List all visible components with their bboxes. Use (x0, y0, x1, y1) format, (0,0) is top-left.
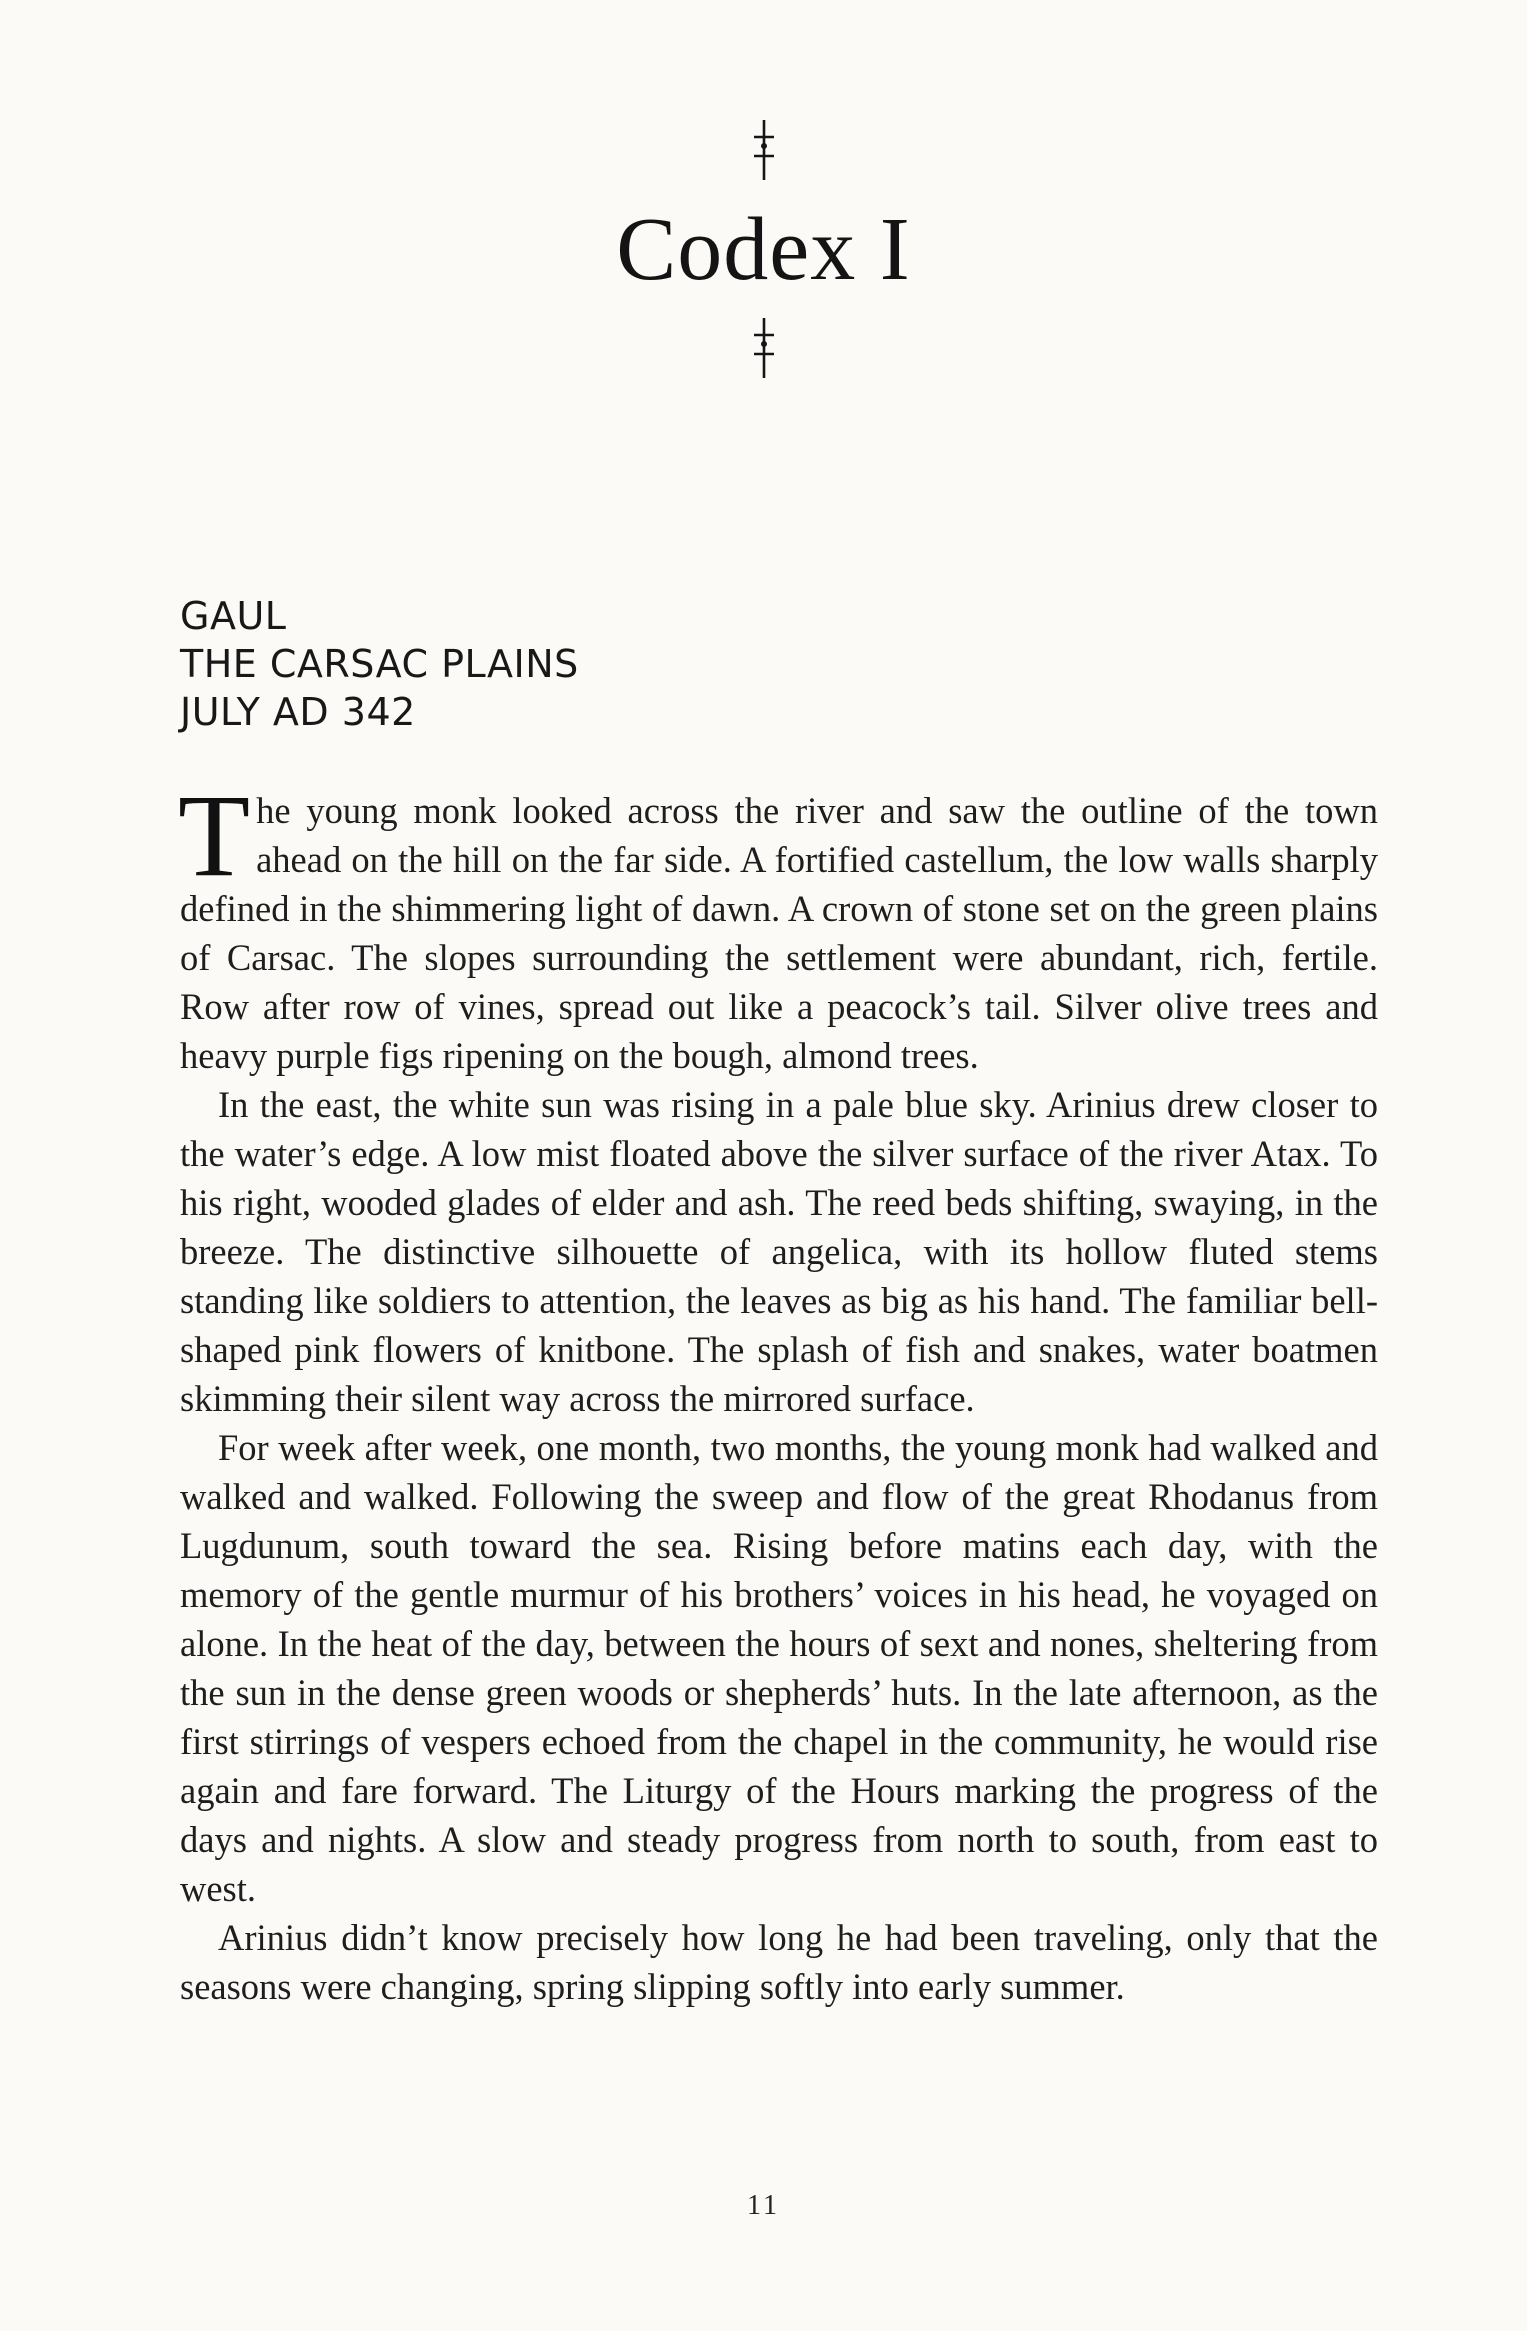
location-place: THE CARSAC PLAINS (180, 642, 579, 686)
paragraph-1 (178, 770, 1378, 1080)
double-cross-icon (749, 118, 779, 182)
chapter-body (178, 770, 1378, 2011)
paragraph-4: Arinius didn’t know precisely how long he had been traveling, only that the seasons were changing, spring slipping softly into early summer. (180, 1917, 1378, 2007)
paragraph-3: For week after week, one month, two months, the young monk had walked and walked and walked. Following the sweep and flow of the great Rhodanus from Lugdunum, south toward the sea. Rising before matins each day, with the memory of the gentle murmur of his brothers’ voices in his head, he voyaged on alone. In the heat of the day, between the hours of sext and nones, sheltering from the sun in the dense green woods or shepherds’ huts. In the late afternoon, as the first stirrings of vespers echoed from the chapel in the community, he would rise again and fare forward. The Liturgy of the Hours marking the progress of the days and nights. A slow and steady progress from north to south, from east to west. (180, 1427, 1378, 1909)
paragraph-2: In the east, the white sun was rising in a pale blue sky. Arinius drew closer to the water’s edge. A low mist floated above the silver surface of the river Atax. To his right, wooded glades of elder and ash. The reed beds shifting, swaying, in the breeze. The distinctive silhouette of angelica, with its hollow fluted stems standing like soldiers to attention, the leaves as big as his hand. The familiar bell-shaped pink flowers of knitbone. The splash of fish and snakes, water boatmen skimming their silent way across the mirrored surface. (180, 1084, 1378, 1419)
location-date: JULY AD 342 (180, 690, 416, 734)
ornament-bottom (0, 316, 1527, 380)
double-cross-icon (749, 316, 779, 380)
paragraph-1-text: he young monk looked across the river and saw the outline of the town ahead on the hill on the far side. A fortified castellum, the low walls sharply defined in the shimmering light of dawn. A crown of stone set on the green plains of Carsac. The slopes surrounding the settlement were abundant, rich, fertile. Row after row of vines, spread out like a peacock’s tail. Silver olive trees and heavy purple figs ripening on the bough, almond trees. (180, 790, 1378, 1076)
drop-cap: T (178, 770, 251, 901)
chapter-title: Codex I (616, 200, 911, 299)
page-number: 11 (747, 2190, 780, 2221)
location-heading (180, 592, 579, 736)
ornament-top (0, 118, 1527, 182)
location-region: GAUL (180, 594, 287, 638)
